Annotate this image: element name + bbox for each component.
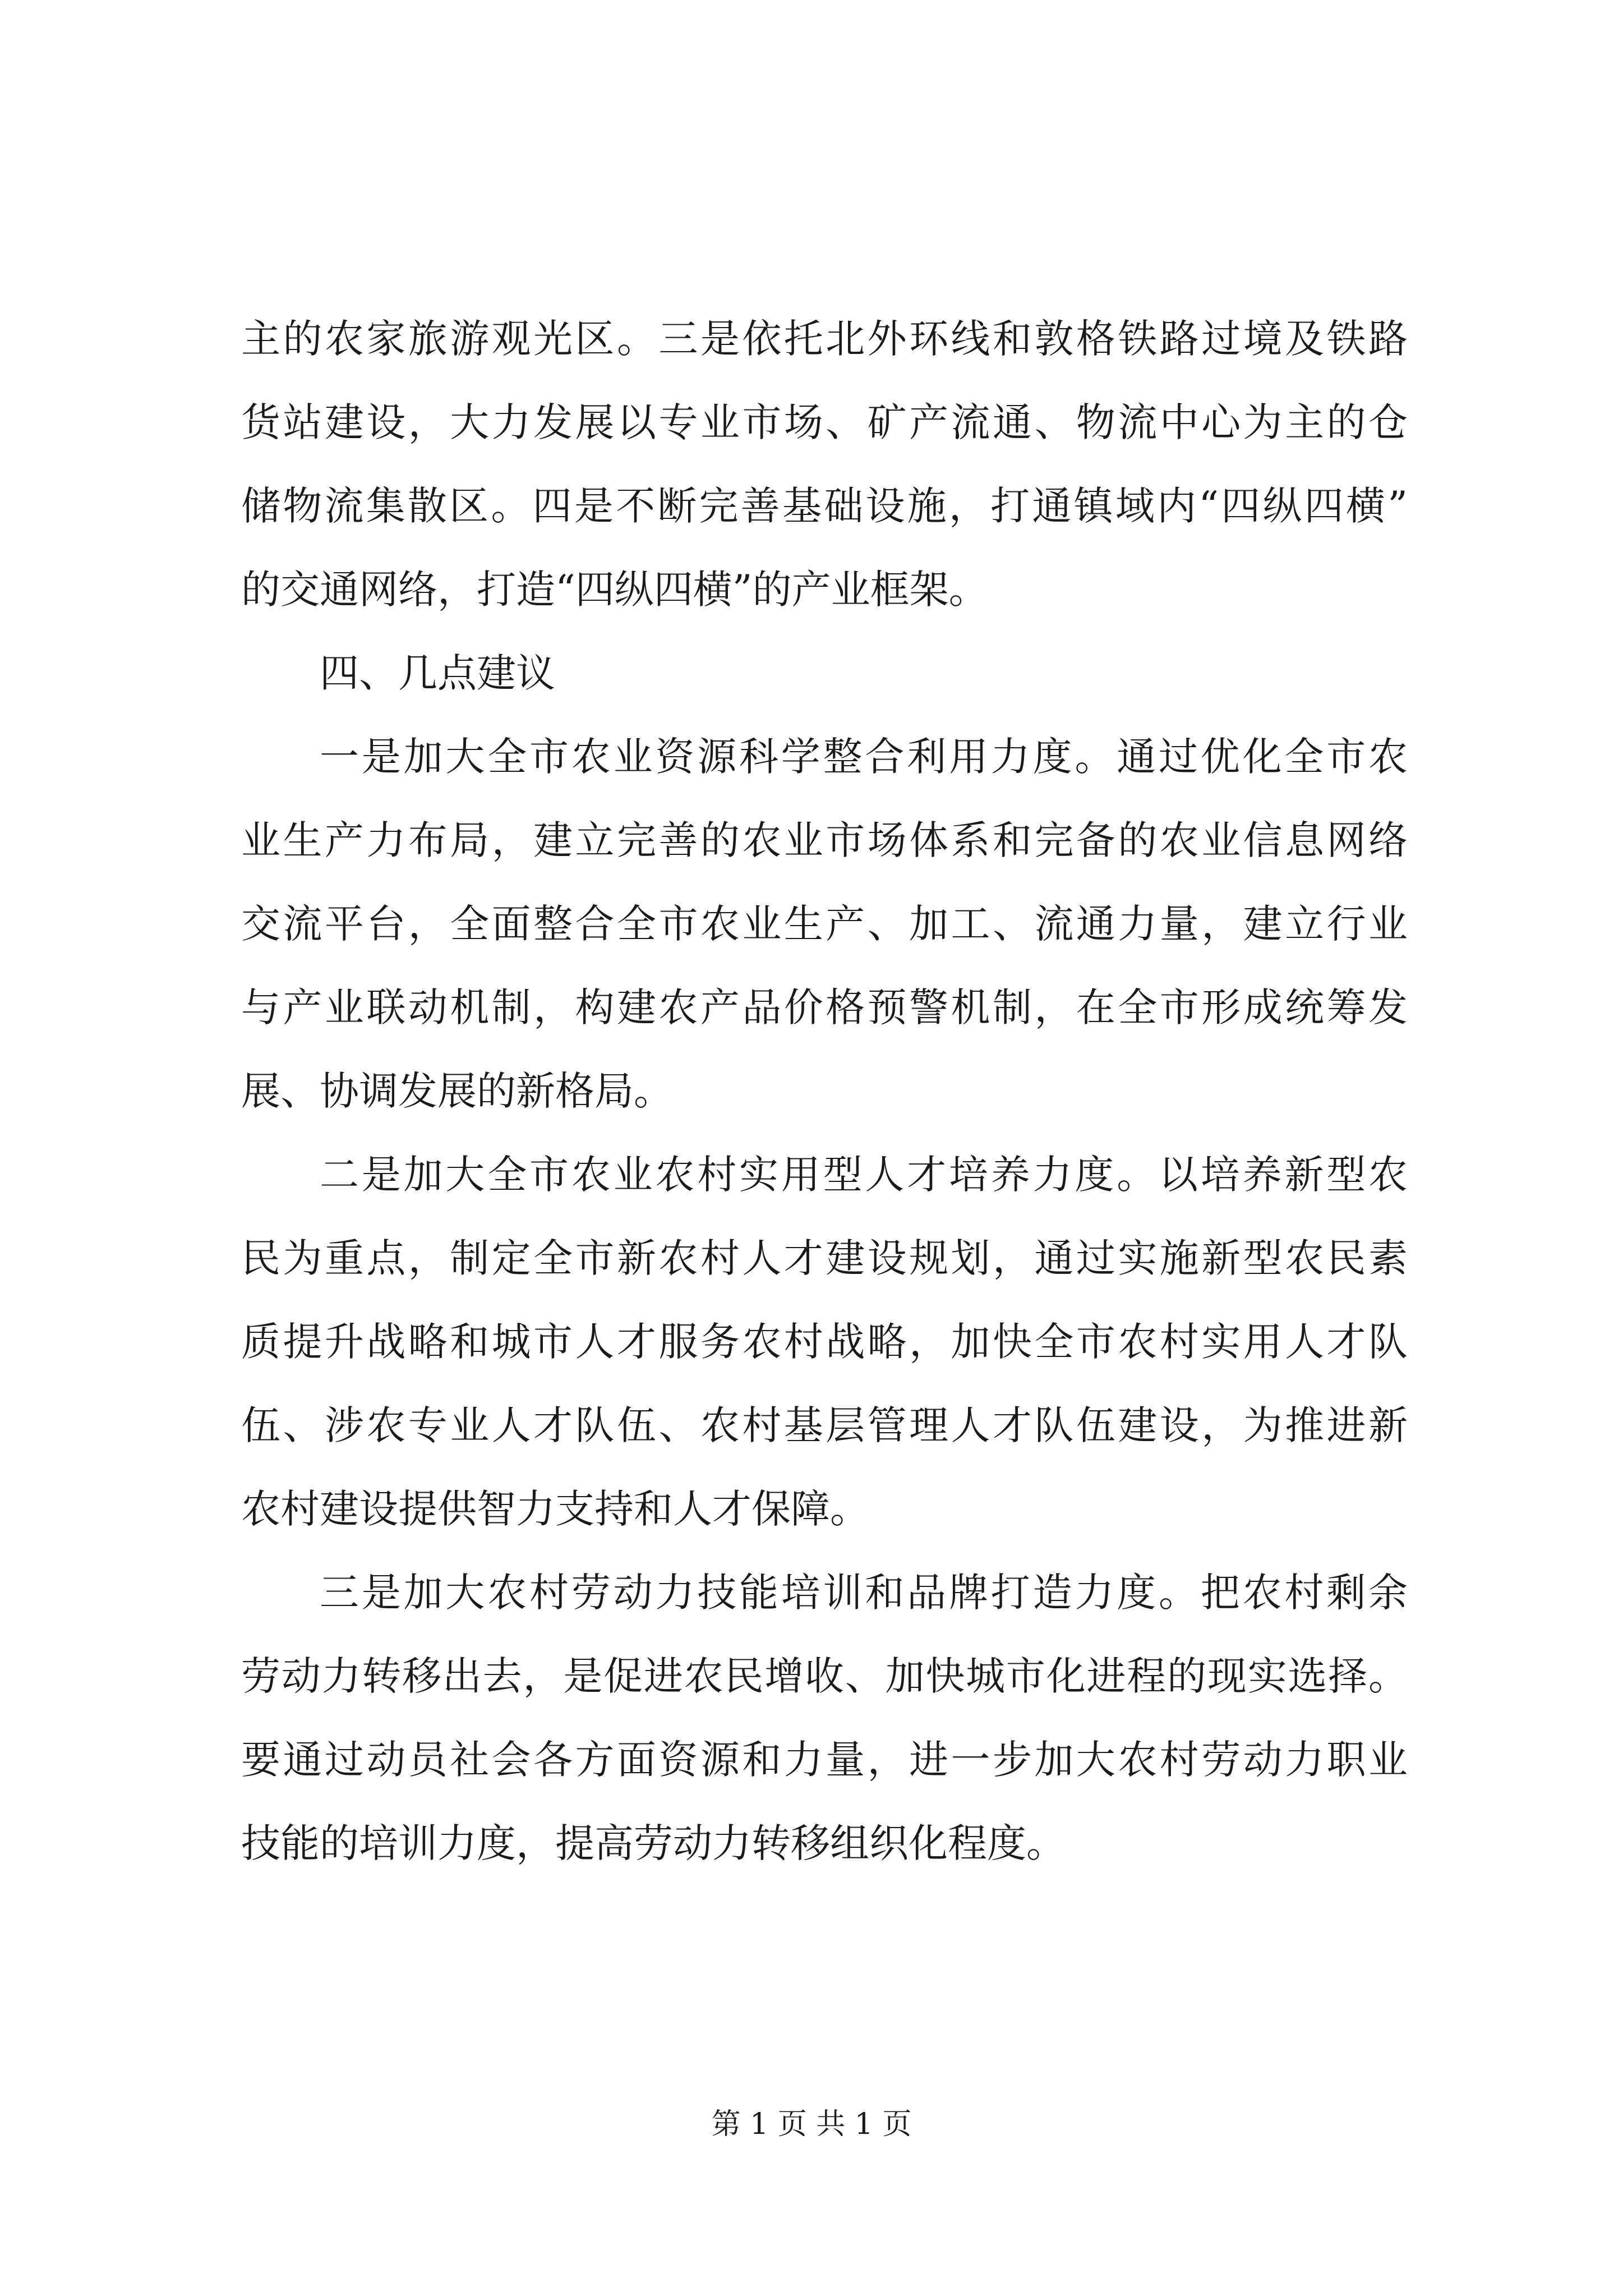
text-line: 展、协调发展的新格局。 [241,1068,673,1114]
text-line: 农村建设提供智力支持和人才保障。 [241,1486,869,1532]
text-line: 二是加大全市农业农村实用型人才培养力度。以培养新型农 [320,1152,1408,1198]
text-line: 主的农家旅游观光区。三是依托北外环线和敦格铁路过境及铁路 [241,316,1408,362]
text-line: 质提升战略和城市人才服务农村战略，加快全市农村实用人才队 [241,1319,1408,1365]
page-number-label: 第 1 页 共 1 页 [711,2108,912,2141]
text-line: 劳动力转移出去，是促进农民增收、加快城市化进程的现实选择。 [241,1653,1408,1699]
text-line: 货站建设，大力发展以专业市场、矿产流通、物流中心为主的仓 [241,399,1408,445]
text-line: 要通过动员社会各方面资源和力量，进一步加大农村劳动力职业 [241,1737,1408,1783]
text-line: 储物流集散区。四是不断完善基础设施，打通镇域内“四纵四横” [241,483,1408,529]
text-line: 伍、涉农专业人才队伍、农村基层管理人才队伍建设，为推进新 [241,1402,1408,1448]
text-line: 四、几点建议 [320,650,555,696]
document-body [241,297,1408,1885]
page-footer [0,2105,1623,2144]
text-line: 技能的培训力度，提高劳动力转移组织化程度。 [241,1820,1066,1866]
text-line: 三是加大农村劳动力技能培训和品牌打造力度。把农村剩余 [320,1570,1408,1616]
text-line: 的交通网络，打造“四纵四横”的产业框架。 [241,567,988,613]
text-line: 与产业联动机制，构建农产品价格预警机制，在全市形成统筹发 [241,984,1408,1030]
text-line: 民为重点，制定全市新农村人才建设规划，通过实施新型农民素 [241,1235,1408,1281]
text-line: 交流平台，全面整合全市农业生产、加工、流通力量，建立行业 [241,901,1408,947]
text-line: 业生产力布局，建立完善的农业市场体系和完备的农业信息网络 [241,817,1408,863]
text-line: 一是加大全市农业资源科学整合利用力度。通过优化全市农 [320,734,1408,780]
